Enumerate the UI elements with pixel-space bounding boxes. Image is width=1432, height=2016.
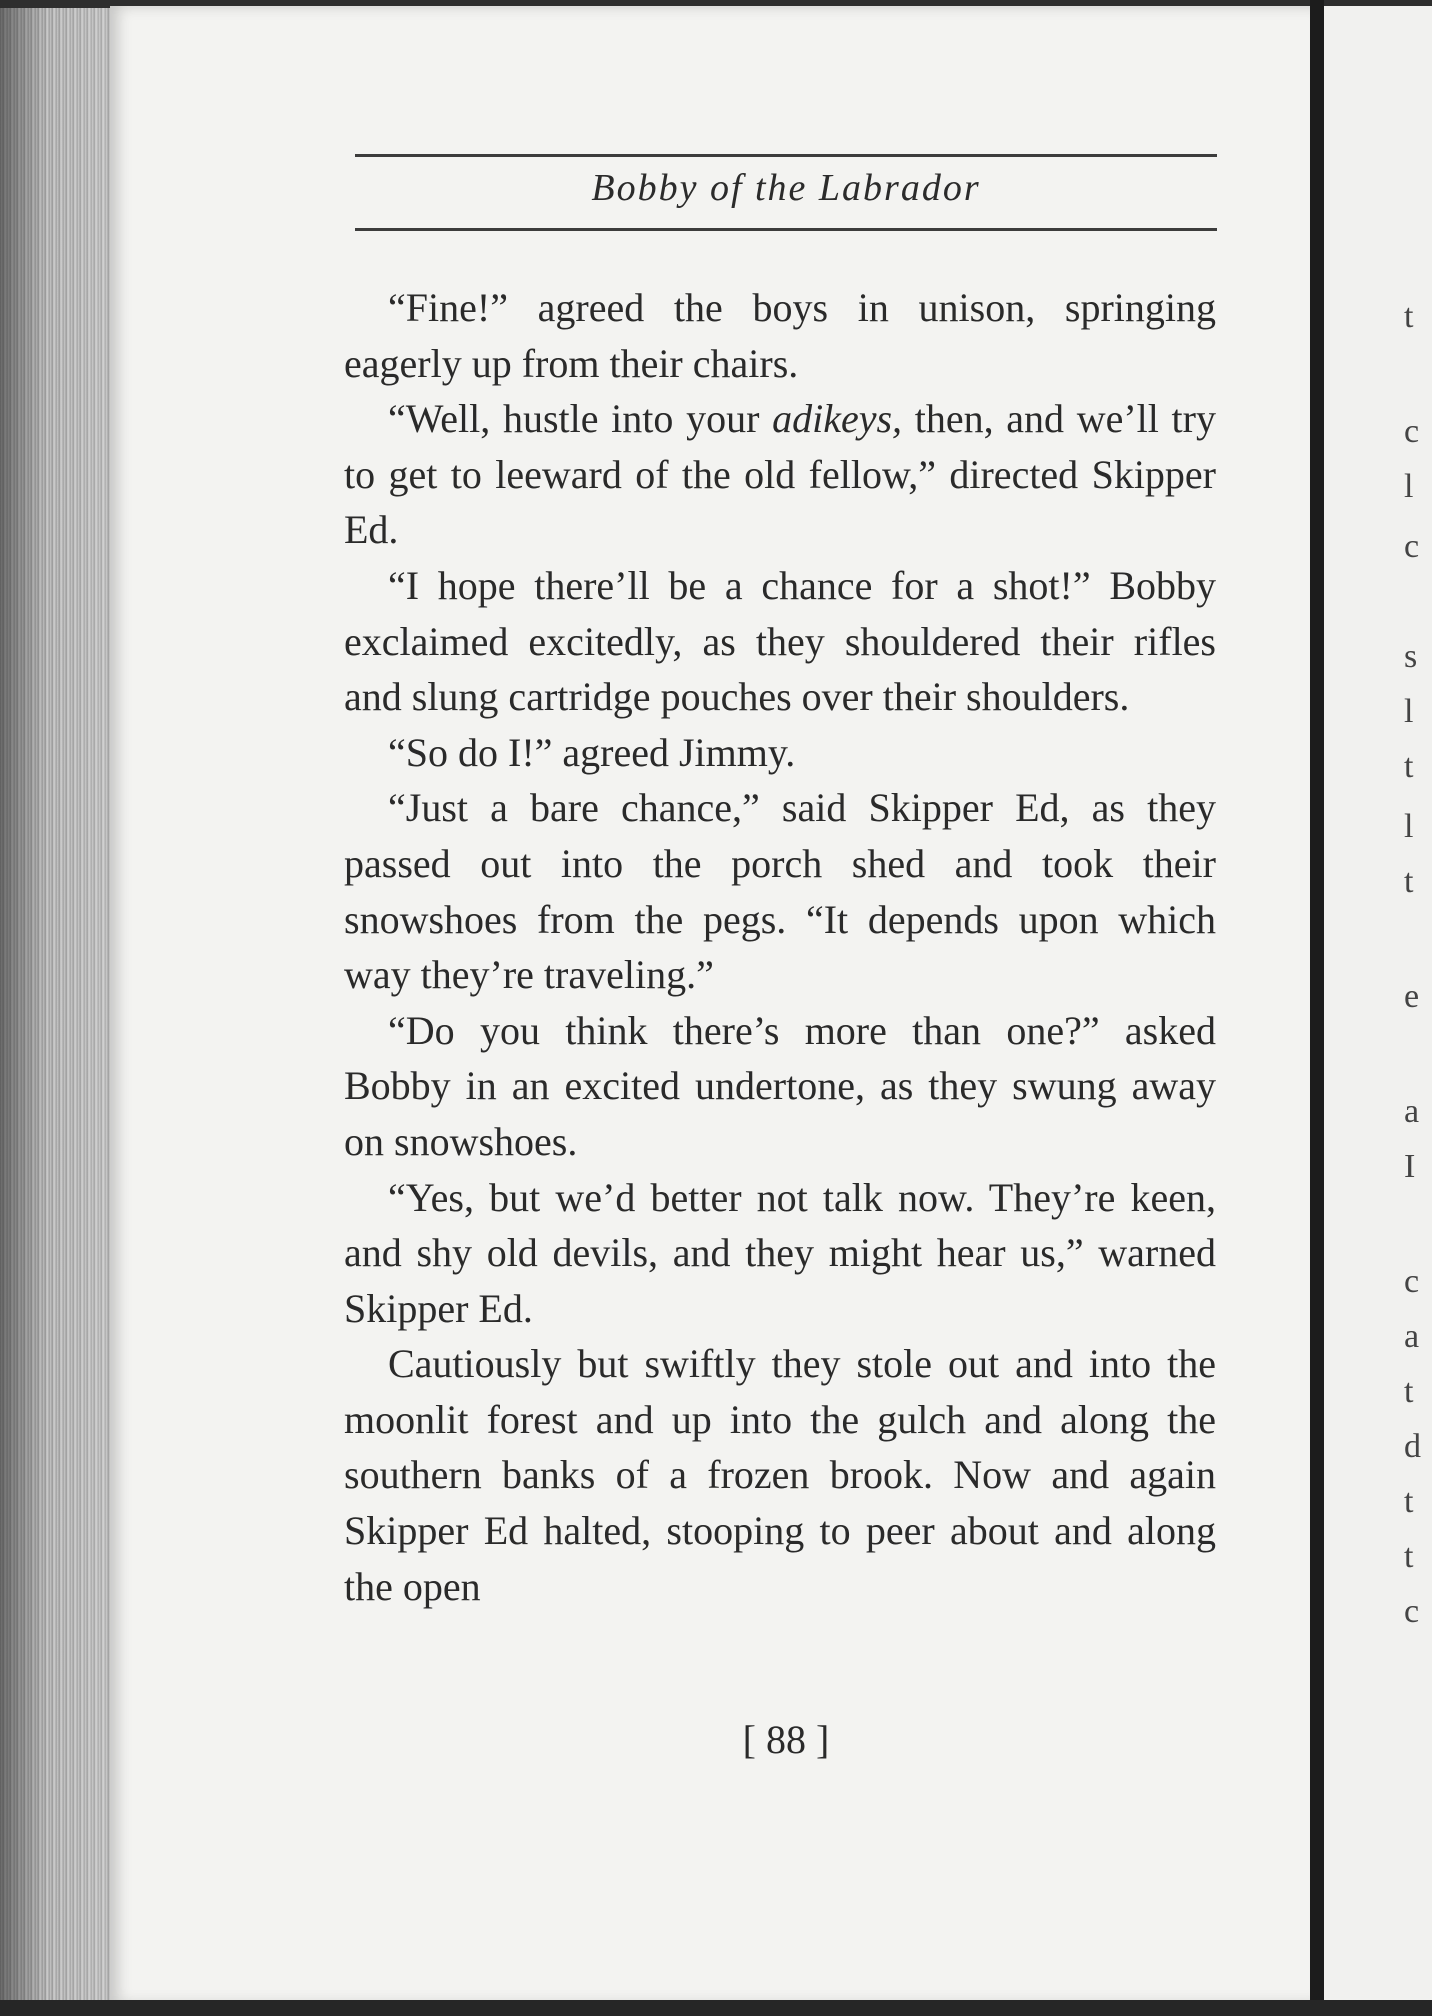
facing-page-letter: c [1404,1263,1420,1300]
facing-page-letter: d [1404,1428,1421,1465]
paragraph: “So do I!” agreed Jimmy. [388,729,796,775]
page-number: [ 88 ] [742,1717,830,1762]
facing-page-letter: c [1404,413,1420,450]
facing-page-letter: c [1404,528,1420,565]
paragraph: Cautiously but swiftly they stole out and into the moonlit forest and up into the gulch and along the southern banks of a frozen brook. Now and again Skipper Ed halted, stooping to peer about and along the open [344,1341,1216,1609]
facing-page-letter: I [1404,1148,1416,1185]
paragraph: “Fine!” agreed the boys in unison, springing eagerly up from their chairs. [344,285,1216,386]
facing-page-letter: t [1404,863,1414,900]
facing-page-letter: l [1404,693,1414,730]
facing-page-letter: t [1404,748,1414,785]
body-text [344,280,1216,1614]
running-head: Bobby of the Labrador [591,167,981,209]
paragraph: “Do you think there’s more than one?” asked Bobby in an excited undertone, as they swung away on snowshoes. [344,1007,1216,1164]
facing-page-letter: a [1404,1093,1420,1130]
facing-page-letter: t [1404,1373,1414,1410]
stacked-page-edges [0,8,118,2004]
facing-page-letter: t [1404,1538,1414,1575]
paragraph: “I hope there’ll be a chance for a shot!” Bobby exclaimed excitedly, as they shouldered their rifles and slung cartridge pouches over their shoulders. [344,562,1216,720]
book-gutter [1310,0,1324,2016]
header-rule-bottom [355,228,1217,231]
facing-page-letter: s [1404,638,1418,675]
facing-page-letter: e [1404,978,1420,1015]
facing-page-letter: l [1404,808,1414,845]
emphasis-word: adikeys, [772,396,903,442]
header-rule-top [355,154,1217,157]
facing-page-letter: t [1404,298,1414,335]
facing-page-letter: l [1404,468,1414,505]
paragraph: “Well, hustle into your adikeys, then, and we’ll try to get to leeward of the old fellow,” directed Skipper Ed. [344,396,1216,553]
facing-page-letter: c [1404,1593,1420,1630]
facing-page-letter: t [1404,1483,1414,1520]
scan-bottom-edge [0,2000,1432,2016]
facing-page-letter: a [1404,1318,1420,1355]
paragraph: “Yes, but we’d better not talk now. They’re keen, and shy old devils, and they might hear us,” warned Skipper Ed. [344,1174,1216,1331]
paragraph: “Just a bare chance,” said Skipper Ed, as they passed out into the porch shed and took their snowshoes from the pegs. “It depends upon which way they’re traveling.” [344,785,1216,998]
